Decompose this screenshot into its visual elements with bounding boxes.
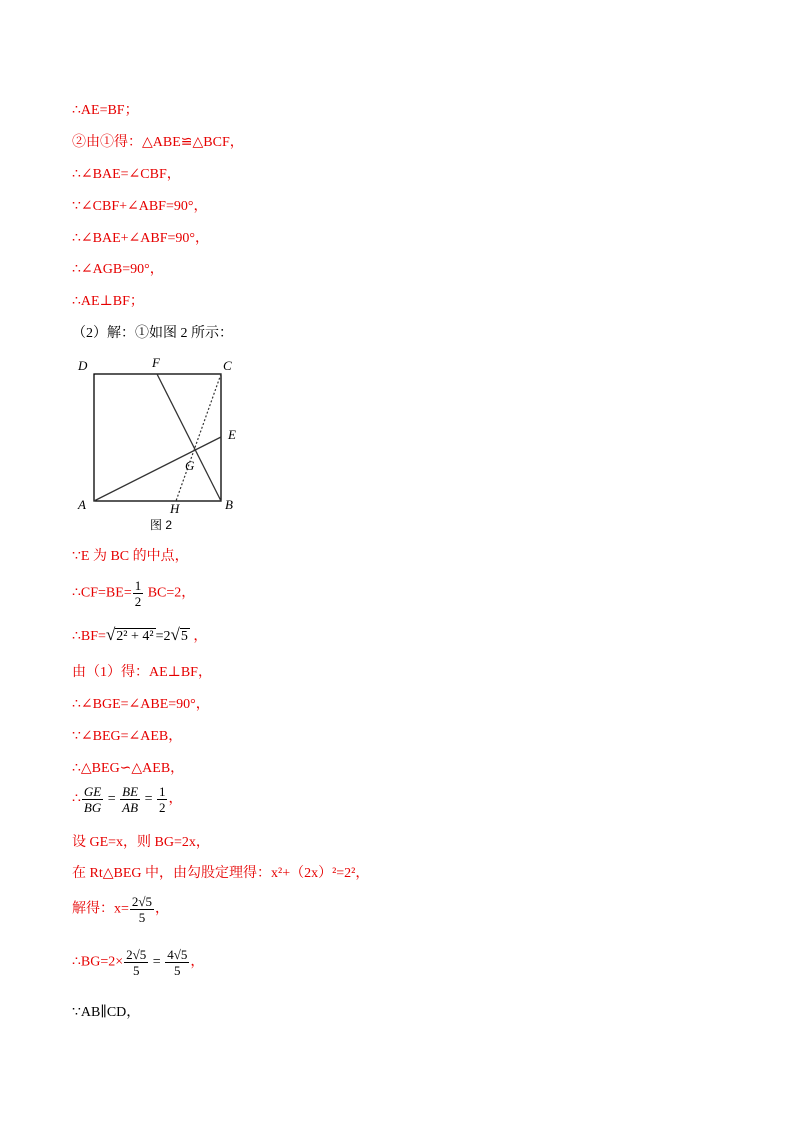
label-e: E xyxy=(228,427,236,442)
text: ∴BG=2× xyxy=(72,954,124,970)
text: =2 xyxy=(155,629,171,644)
numerator: 4√5 xyxy=(167,947,188,962)
label-a: A xyxy=(78,497,86,512)
label-f: F xyxy=(152,355,160,370)
part2-heading: （2）解：①如图 2 所示： xyxy=(72,326,233,341)
proof-line xyxy=(72,578,195,609)
proof-line: ∵AB∥CD， xyxy=(72,1005,141,1020)
proof-line: ∴AE⊥BF； xyxy=(72,294,144,309)
label-h: H xyxy=(170,501,180,516)
proof-line: ∴△BEG∽△AEB， xyxy=(72,761,185,776)
denominator: AB xyxy=(122,800,139,815)
fraction xyxy=(157,784,168,815)
segment-ch xyxy=(176,374,221,501)
text: ， xyxy=(168,791,183,807)
proof-line: 由（1）得：AE⊥BF， xyxy=(72,665,212,680)
proof-line: ∴ $\frac{GE}{BG}$ = $\frac{BE}{AB}$ = $\frac{1}{2}$ ， xyxy=(72,784,183,815)
proof-line: ∴AE=BF； xyxy=(72,103,139,118)
square-abcd xyxy=(94,374,221,501)
denominator: 2 xyxy=(134,594,142,609)
fraction xyxy=(165,947,189,978)
fraction xyxy=(133,578,144,609)
denominator: 5 xyxy=(174,963,181,978)
proof-line: ∴∠AGB=90°， xyxy=(72,262,164,277)
numerator: 1 xyxy=(134,578,142,593)
text: ， xyxy=(190,954,205,970)
proof-line: ∵∠BEG=∠AEB， xyxy=(72,729,183,744)
fraction xyxy=(124,947,148,978)
segment-bf xyxy=(157,374,221,501)
denominator: 2 xyxy=(158,800,166,815)
proof-line: ∴∠BAE+∠ABF=90°， xyxy=(72,231,209,246)
label-b: B xyxy=(225,497,233,512)
proof-line: ∴BG=2× $\frac{2√5}{5}$ = $\frac{4√5}{5}$ ， xyxy=(72,947,205,978)
numerator: 1 xyxy=(158,784,166,799)
radicand: 5 xyxy=(180,629,188,644)
denominator: 5 xyxy=(132,963,140,978)
fraction xyxy=(82,784,103,815)
figure-2-diagram xyxy=(72,352,252,532)
proof-line: ∴∠BGE=∠ABE=90°， xyxy=(72,697,210,712)
radical-sign: √ xyxy=(170,625,180,644)
segment-ae xyxy=(94,437,221,501)
text: 解得：x= xyxy=(72,901,129,917)
proof-line: ∵E 为 BC 的中点， xyxy=(72,549,189,564)
label-c: C xyxy=(223,358,232,373)
radicand: 2² + 4² xyxy=(116,629,154,644)
numerator: 2√5 xyxy=(126,947,147,962)
label-g: G xyxy=(185,458,195,473)
text: BC=2， xyxy=(144,585,196,601)
fraction xyxy=(130,894,154,925)
radical-sign: √ xyxy=(105,625,116,644)
proof-line xyxy=(72,894,169,925)
proof-line: ∴∠BAE=∠CBF， xyxy=(72,167,181,182)
fraction xyxy=(120,784,140,815)
denominator: 5 xyxy=(138,910,146,925)
text: ∴CF=BE= xyxy=(72,585,132,601)
figure-caption: 图 2 xyxy=(150,518,173,532)
denominator: BG xyxy=(83,800,102,815)
numerator: 2√5 xyxy=(131,894,153,909)
proof-line: 设 GE=x，则 BG=2x， xyxy=(72,835,210,850)
text: ， xyxy=(189,629,208,644)
proof-line: ∵∠CBF+∠ABF=90°， xyxy=(72,199,208,214)
proof-line: 在 Rt△BEG 中，由勾股定理得：x²+（2x）²=2²， xyxy=(72,866,370,881)
proof-line: ②由①得：△ABE≌△BCF， xyxy=(72,135,244,150)
text: ∴BF= xyxy=(72,629,106,644)
text: ， xyxy=(155,901,170,917)
text: ∴ xyxy=(72,791,81,807)
label-d: D xyxy=(78,358,88,373)
numerator: BE xyxy=(122,784,139,799)
proof-line xyxy=(72,626,207,646)
numerator: GE xyxy=(83,784,102,799)
